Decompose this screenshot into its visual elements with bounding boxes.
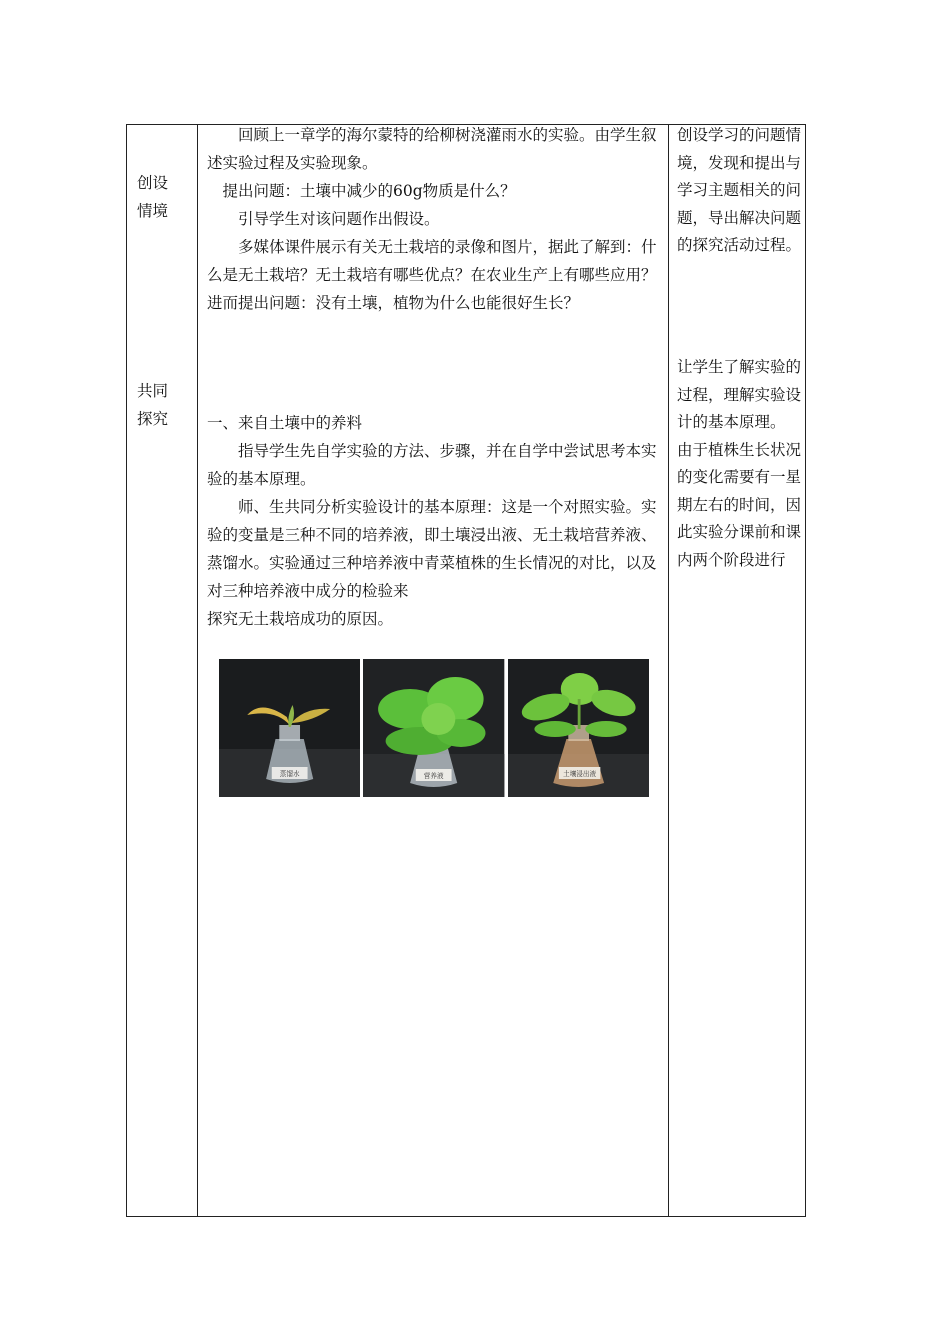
paragraph: 师、生共同分析实验设计的基本原理：这是一个对照实验。实验的变量是三种不同的培养液，即土壤浸出液、无土栽培营养液、蒸馏水。实验通过三种培养液中青菜植株的生长情况的对比，以及对三种培养液中成分的检验来 (207, 498, 657, 600)
row-label-situation: 创设 情境 (137, 174, 169, 220)
paragraph: 指导学生先自学实验的方法、步骤，并在自学中尝试思考本实验的基本原理。 (207, 442, 657, 488)
row-label-inquiry: 共同 探究 (137, 382, 169, 428)
photo-nutrient-solution (363, 659, 504, 797)
paragraph: 探究无土栽培成功的原因。 (207, 610, 394, 628)
flask-label: 营养液 (424, 771, 444, 781)
note-text: 由于植株生长状况的变化需要有一星期左右的时间，因此实验分课前和课内两个阶段进行 (677, 440, 802, 569)
column-divider-2 (668, 125, 669, 1216)
paragraph: 引导学生对该问题作出假设。 (238, 210, 440, 228)
paragraph: 提出问题：土壤中减少的60g物质是什么？ (222, 182, 516, 200)
paragraph: 回顾上一章学的海尔蒙特的给柳树浇灌雨水的实验。由学生叙述实验过程及实验现象。 (207, 126, 657, 172)
paragraph: 多媒体课件展示有关无土栽培的录像和图片，据此了解到：什么是无土栽培？无土栽培有哪些优点？在农业生产上有哪些应用？进而提出问题：没有土壤，植物为什么也能很好生长？ (207, 238, 657, 312)
note-text: 创设学习的问题情境，发现和提出与学习主题相关的问题，导出解决问题的探究活动过程。 (677, 126, 802, 254)
design-intent-note-1 (677, 122, 801, 260)
column-divider-1 (197, 125, 198, 1216)
flask-label: 蒸馏水 (279, 769, 300, 779)
main-content-section-1 (207, 121, 662, 317)
design-intent-note-2 (677, 354, 801, 574)
note-text: 让学生了解实验的过程，理解实验设计的基本原理。 (677, 358, 802, 431)
experiment-photos (219, 659, 649, 797)
main-content-section-2 (207, 409, 662, 633)
flask-label: 土壤浸出液 (562, 769, 596, 779)
photo-distilled-water (219, 659, 360, 797)
photo-soil-extract (508, 659, 649, 797)
lesson-table (126, 124, 806, 1217)
section-heading: 一、来自土壤中的养料 (207, 414, 363, 432)
